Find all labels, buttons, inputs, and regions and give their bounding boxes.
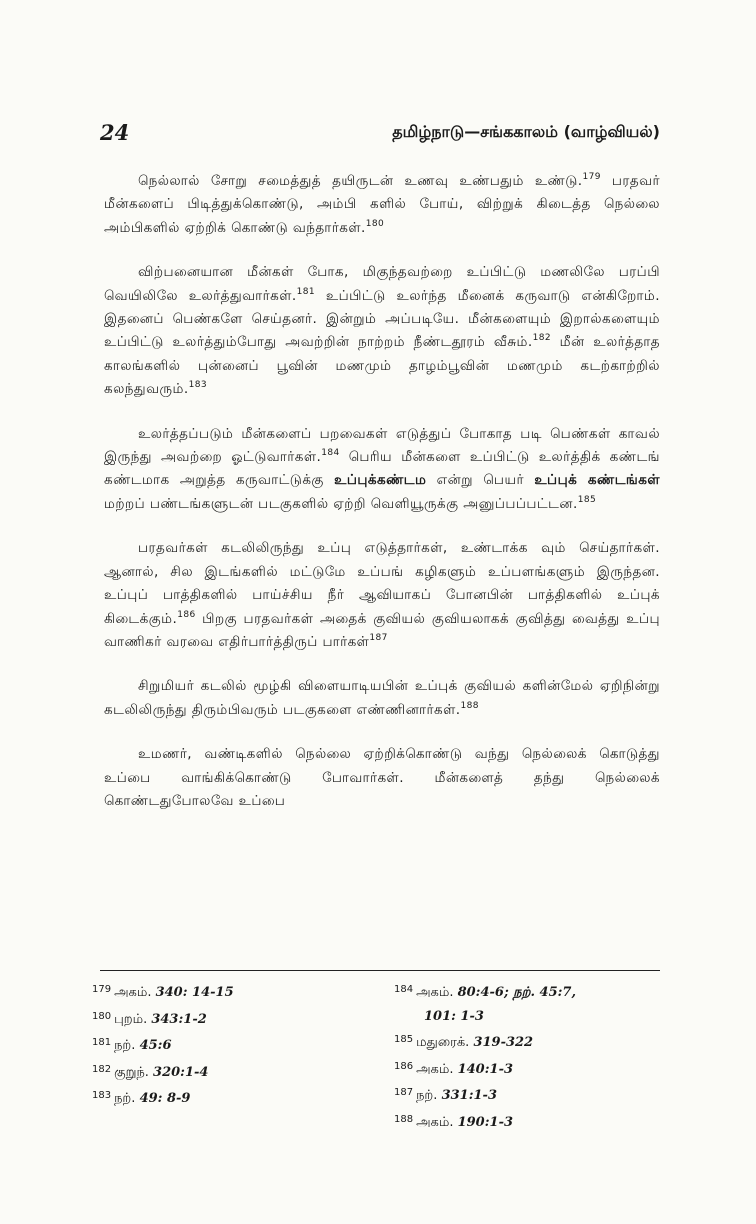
footnote-source: மதுரைக்.: [416, 1035, 474, 1050]
footnote: [92, 1005, 352, 1032]
footnote-source: நற்.: [114, 1038, 140, 1053]
running-title: தமிழ்நாடு—சங்ககாலம் (வாழ்வியல்): [392, 122, 660, 141]
paragraph-text: பெரிய மீன்களை உப்பிட்டு உலர்த்திக் கண்டங் கண்டமாக அறுத்த கருவாட்டுக்கு: [104, 449, 660, 489]
paragraph: [104, 675, 660, 722]
footnote-marker: 183: [188, 380, 207, 391]
footnote-marker: 180: [365, 218, 385, 229]
page-header: [100, 118, 660, 152]
footnote-continuation: [394, 1005, 654, 1029]
paragraph-text: மீன் உலர்த்தாத காலங்களில் புன்னைப் பூவின் மணமும் தாழம்பூவின் மணமும் கடற்காற்றில் கலந்துவரும்.: [104, 334, 660, 398]
footnote-number: 183: [92, 1090, 112, 1101]
paragraph-text: உமணர், வண்டிகளில் நெல்லை ஏற்றிக்கொண்டு வந்து நெல்லைக் கொடுத்து உப்பை வாங்கிக்கொண்டு போவார்கள். மீன்களைத் தந்து நெல்லைக் கொண்டதுபோலவே உப்பை: [104, 746, 660, 809]
paragraph-text: மற்றப் பண்டங்களுடன் படகுகளில் ஏற்றி வெளியூருக்கு அனுப்பப்பட்டன.: [104, 495, 578, 512]
footnote: [394, 1108, 654, 1135]
footnote: [92, 1058, 352, 1085]
paragraph: [104, 423, 660, 517]
footnote-source: நற்.: [416, 1088, 442, 1103]
bold-term: உப்புக்கண்டம: [334, 472, 427, 489]
footnote: [92, 1084, 352, 1111]
paragraph-text: உப்பிட்டு உலர்ந்த மீனைக் கருவாடு என்கிறோம். இதனைப் பெண்களே செய்தனர். இன்றும் அப்படியே. மீன்களையும் இறால்களையும் உப்பிட்டு உலர்த்தும்போது அவற்றின் நாற்றம் நீண்டதூரம் வீசும்.: [104, 287, 660, 351]
footnote-reference: 45:6: [139, 1038, 172, 1053]
footnotes-left-column: [92, 978, 352, 1111]
footnote-reference: 319-322: [473, 1035, 534, 1050]
footnote-reference: 340: 14-15: [155, 985, 234, 1000]
footnote-reference: 140:1-3: [457, 1061, 514, 1077]
footnote-number: 182: [92, 1063, 112, 1075]
paragraph-text: நெல்லால் சோறு சமைத்துத் தயிருடன் உணவு உண்பதும் உண்டு.: [138, 173, 583, 189]
footnote: [394, 978, 654, 1005]
footnotes-right-column: [394, 978, 654, 1134]
footnote-number: 186: [394, 1060, 414, 1072]
footnote-marker: 186: [177, 609, 196, 620]
footnote-marker: 185: [577, 494, 597, 505]
paragraph-text: பரதவர்கள் கடலிலிருந்து உப்பு எடுத்தார்கள், உண்டாக்க வும் செய்தார்கள். ஆனால், சில இடங்களில் மட்டுமே உப்பங் கழிகளும் உப்பளங்களும் இருந்தன. உப்புப் பாத்திகளில் பாய்ச்சிய நீர் ஆவியாகப் போனபின் பாத்திகளில் உப்புக் கிடைக்கும்.: [104, 540, 660, 627]
paragraph: [104, 170, 660, 240]
footnote: [92, 978, 352, 1005]
footnote-reference: 101: 1-3: [424, 1008, 484, 1024]
page-number: 24: [100, 120, 130, 145]
footnote: [394, 1081, 654, 1108]
footnote-reference: 343:1-2: [151, 1011, 207, 1027]
footnote-reference: 320:1-4: [153, 1064, 209, 1080]
footnote: [394, 1028, 654, 1055]
paragraph-text: பரதவர் மீன்களைப் பிடித்துக்கொண்டு, அம்பி களில் போய், விற்றுக் கிடைத்த நெல்லை அம்பிகளில் ஏற்றிக் கொண்டு வந்தார்கள்.: [104, 173, 661, 236]
footnote: [394, 1055, 654, 1082]
footnote-number: 184: [394, 984, 414, 995]
footnote-reference: 190:1-3: [457, 1114, 514, 1130]
paragraph-text: விற்பனையான மீன்கள் போக, மிகுந்தவற்றை உப்பிட்டு மணலிலே பரப்பி வெயிலிலே உலர்த்துவார்கள்.: [104, 264, 660, 304]
footnote-number: 185: [394, 1034, 414, 1045]
footnote-reference: 49: 8-9: [139, 1091, 191, 1106]
paragraph: [104, 261, 660, 401]
footnote-source: அகம்.: [416, 1061, 458, 1077]
footnote-source: அகம்.: [416, 985, 458, 1000]
footnote-marker: 179: [582, 172, 601, 182]
footnote-source: அகம்.: [114, 985, 156, 1000]
footnote-number: 179: [92, 984, 112, 995]
paragraph-text: சிறுமியர் கடலில் மூழ்கி விளையாடியபின் உப்புக் குவியல் களின்மேல் ஏறிநின்று கடலிலிருந்து திரும்பிவரும் படகுகளை எண்ணினார்கள்.: [104, 678, 660, 718]
paragraph: [104, 743, 660, 813]
footnote-marker: 187: [369, 632, 388, 643]
footnote-number: 181: [92, 1037, 112, 1048]
footnote-marker: 188: [460, 700, 479, 711]
footnote-number: 188: [394, 1113, 414, 1125]
paragraph-text: உலர்த்தப்படும் மீன்களைப் பறவைகள் எடுத்துப் போகாத படி பெண்கள் காவல் இருந்து அவற்றை ஓட்டுவார்கள்.: [104, 425, 660, 466]
paragraph-text: என்று பெயர்: [426, 472, 535, 489]
paragraph-text: பிறகு பரதவர்கள் அதைக் குவியல் குவியலாகக் குவித்து வைத்து உப்பு வாணிகர் வரவை எதிர்பார்த்திருப் பார்கள்: [104, 610, 660, 650]
footnote-source: நற்.: [114, 1091, 140, 1106]
paragraph: [104, 537, 660, 654]
footnote-number: 180: [92, 1010, 112, 1022]
footnote-source: அகம்.: [416, 1114, 458, 1130]
footnote-reference: 80:4-6; நற். 45:7,: [457, 985, 576, 1000]
footnote-reference: 331:1-3: [441, 1088, 497, 1103]
bold-term: உப்புக் கண்டங்கள்: [534, 472, 660, 489]
footnote-divider: [100, 970, 660, 971]
body-text: [104, 170, 660, 834]
footnote-marker: 182: [532, 333, 551, 344]
footnote-source: குறுந்.: [114, 1064, 154, 1080]
footnote-source: புறம்.: [114, 1011, 152, 1027]
footnote: [92, 1031, 352, 1058]
footnote-marker: 184: [321, 448, 340, 459]
footnote-marker: 181: [296, 286, 316, 297]
footnote-number: 187: [394, 1087, 414, 1098]
